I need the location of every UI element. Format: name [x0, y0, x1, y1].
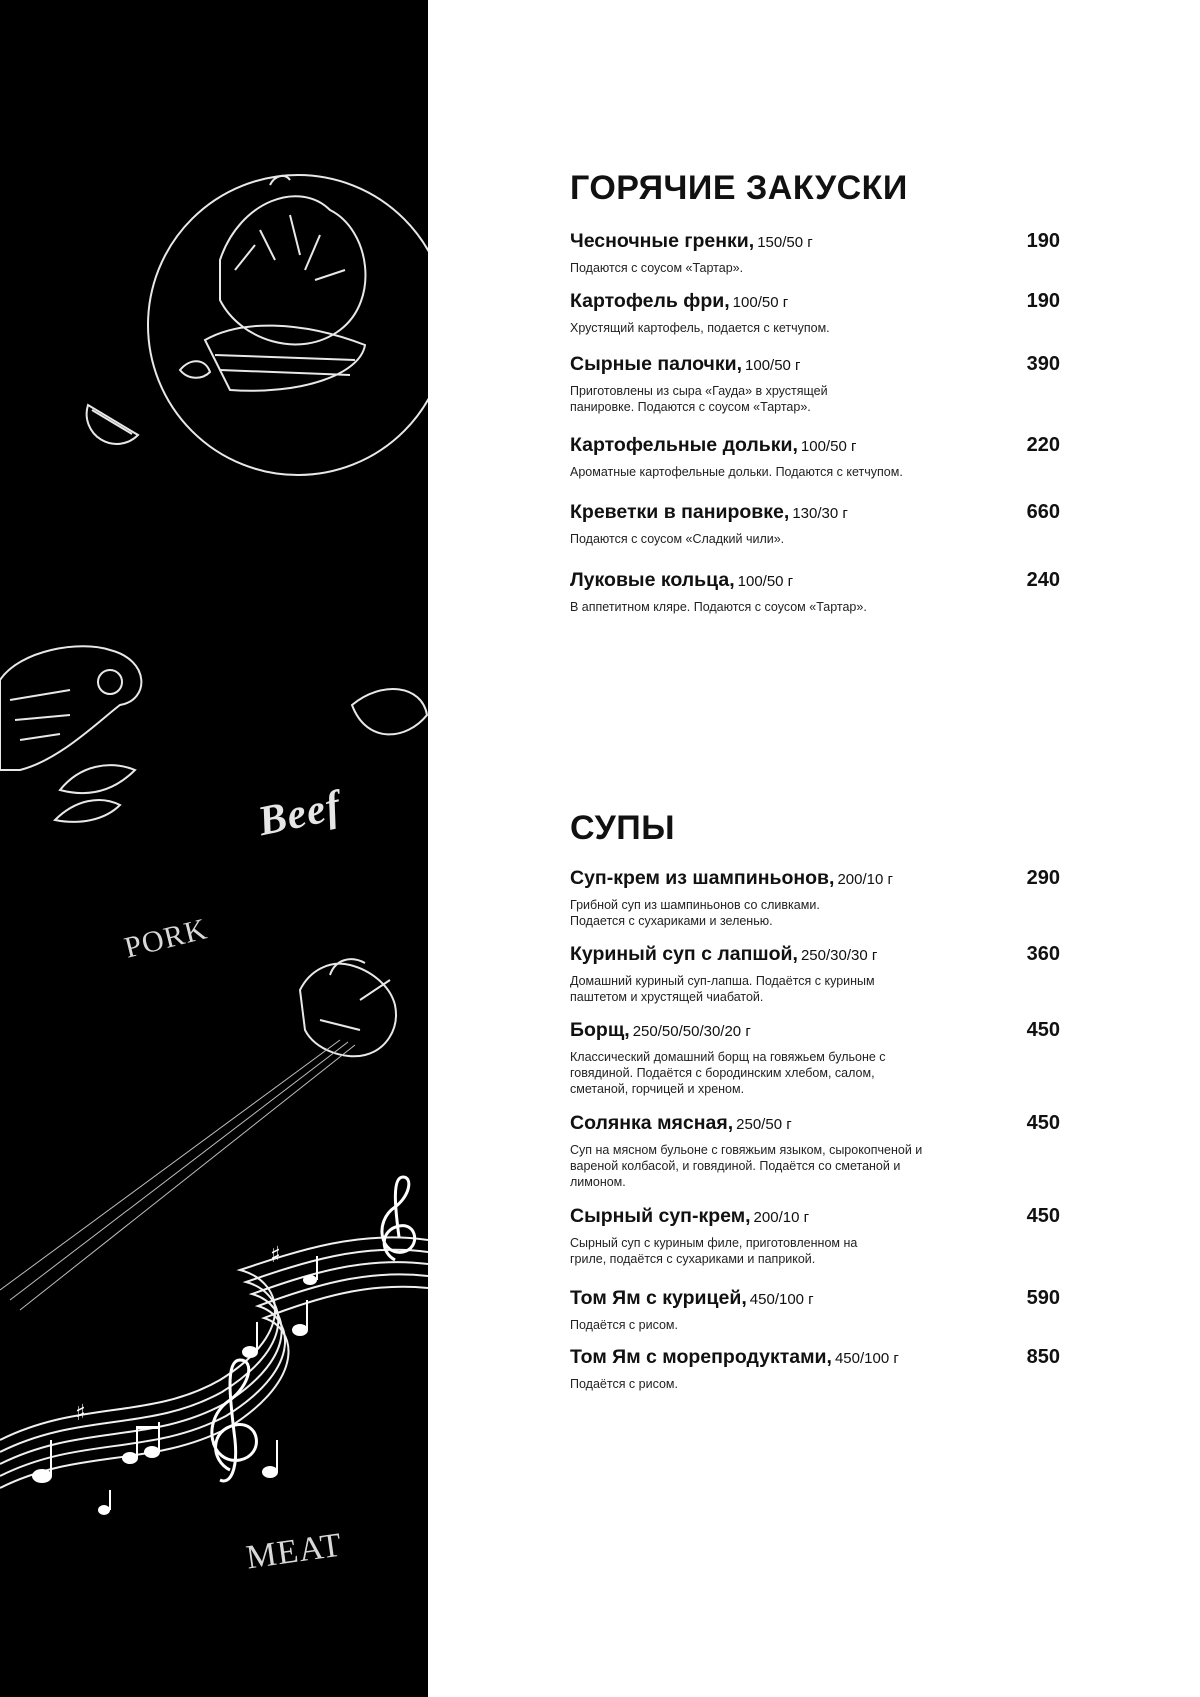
- menu-item: [570, 865, 1060, 929]
- item-description: Хрустящий картофель, подается с кетчупом.: [570, 321, 830, 335]
- item-price: 390: [1026, 353, 1060, 375]
- item-description: Сырный суп с куриным филе, приготовленном на гриле, подаётся с сухариками и паприкой.: [570, 1236, 858, 1266]
- item-weight: 130/30 г: [792, 505, 848, 522]
- item-price: 850: [1026, 1346, 1060, 1368]
- herb-illustration: [300, 959, 396, 1056]
- salad-illustration: [180, 176, 365, 391]
- food-illustrations: [0, 0, 428, 1697]
- item-weight: 200/10 г: [753, 1209, 810, 1226]
- item-price: 660: [1026, 501, 1060, 523]
- item-name: Сырные палочки,: [570, 353, 743, 375]
- item-name: Картофель фри,: [570, 290, 730, 312]
- item-weight: 450/100 г: [749, 1291, 814, 1308]
- item-weight: 450/100 г: [834, 1350, 899, 1367]
- section-title: СУПЫ: [570, 809, 675, 847]
- svg-text:♯: ♯: [75, 1401, 86, 1426]
- menu-item: [570, 1110, 1060, 1190]
- item-name: Креветки в панировке,: [570, 501, 790, 523]
- string-lines: [0, 1040, 355, 1310]
- item-weight: 250/50/50/30/20 г: [632, 1023, 751, 1040]
- beef-label: Beef: [254, 782, 346, 846]
- menu-item: [570, 941, 1060, 1005]
- item-description: Грибной суп из шампиньонов со сливками. Подается с сухариками и зеленью.: [570, 898, 820, 928]
- item-weight: 150/50 г: [757, 234, 813, 251]
- item-name: Том Ям с морепродуктами,: [570, 1346, 832, 1368]
- item-price: 290: [1026, 867, 1060, 889]
- leaf-illustration: [352, 689, 427, 734]
- item-price: 450: [1026, 1019, 1060, 1041]
- menu-item: [570, 288, 1060, 336]
- steak-illustration: [0, 646, 141, 822]
- item-name: Чесночные гренки,: [570, 230, 755, 252]
- plate-illustration: [148, 175, 428, 475]
- item-weight: 100/50 г: [732, 294, 789, 311]
- item-description: В аппетитном кляре. Подаются с соусом «Тартар».: [570, 600, 867, 614]
- item-price: 450: [1026, 1112, 1060, 1134]
- item-description: Суп на мясном бульоне с говяжьим языком, сырокопченой и вареной колбасой, и говядиной. Подаётся со сметаной и лимоном.: [570, 1143, 923, 1189]
- item-description: Классический домашний борщ на говяжьем бульоне с говядиной. Подаётся с бородинским хлебом, салом, сметаной, горчицей и хреном.: [570, 1050, 886, 1096]
- section-soups: [570, 808, 1060, 1391]
- item-weight: 250/50 г: [736, 1116, 792, 1133]
- meat-label: MEAT: [243, 1526, 345, 1577]
- treble-clef-illustration: [212, 1177, 415, 1481]
- item-name: Луковые кольца,: [570, 569, 735, 591]
- item-name: Борщ,: [570, 1019, 630, 1041]
- item-description: Подаются с соусом «Сладкий чили».: [570, 532, 785, 546]
- item-name: Солянка мясная,: [570, 1112, 734, 1134]
- item-weight: 100/50 г: [745, 357, 801, 374]
- menu-item: [570, 567, 1060, 615]
- menu-item: [570, 499, 1060, 547]
- item-description: Домашний куриный суп-лапша. Подаётся с куриным паштетом и хрустящей чиабатой.: [570, 974, 875, 1004]
- menu-item: [570, 432, 1060, 480]
- section-title: ГОРЯЧИЕ ЗАКУСКИ: [570, 169, 908, 207]
- item-price: 220: [1026, 434, 1060, 456]
- item-name: Суп-крем из шампиньонов,: [570, 867, 835, 889]
- item-name: Картофельные дольки,: [570, 434, 798, 456]
- menu-item: [570, 351, 1060, 415]
- item-weight: 250/30/30 г: [800, 947, 878, 964]
- item-description: Подаётся с рисом.: [570, 1377, 679, 1391]
- item-price: 190: [1026, 230, 1060, 252]
- item-name: Том Ям с курицей,: [570, 1287, 747, 1309]
- item-name: Сырный суп-крем,: [570, 1205, 751, 1227]
- item-weight: 200/10 г: [837, 871, 893, 888]
- item-description: Подаётся с рисом.: [570, 1318, 679, 1332]
- item-description: Подаются с соусом «Тартар».: [570, 261, 744, 275]
- menu-item: [570, 1017, 1060, 1097]
- pork-label: PORK: [121, 912, 211, 965]
- menu-item: [570, 1285, 1060, 1333]
- item-weight: 100/50 г: [800, 438, 857, 455]
- item-price: 360: [1026, 943, 1060, 965]
- item-price: 450: [1026, 1205, 1060, 1227]
- menu-item: [570, 228, 1060, 276]
- section-hot-appetizers: [570, 168, 1060, 614]
- item-name: Куриный суп с лапшой,: [570, 943, 798, 965]
- item-price: 190: [1026, 290, 1060, 312]
- item-price: 590: [1026, 1287, 1060, 1309]
- item-price: 240: [1026, 569, 1060, 591]
- svg-text:♯: ♯: [270, 1243, 281, 1268]
- item-description: Приготовлены из сыра «Гауда» в хрустящей панировке. Подаются с соусом «Тартар».: [570, 384, 828, 414]
- decorative-art-panel: [0, 0, 428, 1697]
- item-description: Ароматные картофельные дольки. Подаются с кетчупом.: [570, 465, 903, 479]
- menu-item: [570, 1203, 1060, 1267]
- item-weight: 100/50 г: [737, 573, 794, 590]
- menu-item: [570, 1344, 1060, 1392]
